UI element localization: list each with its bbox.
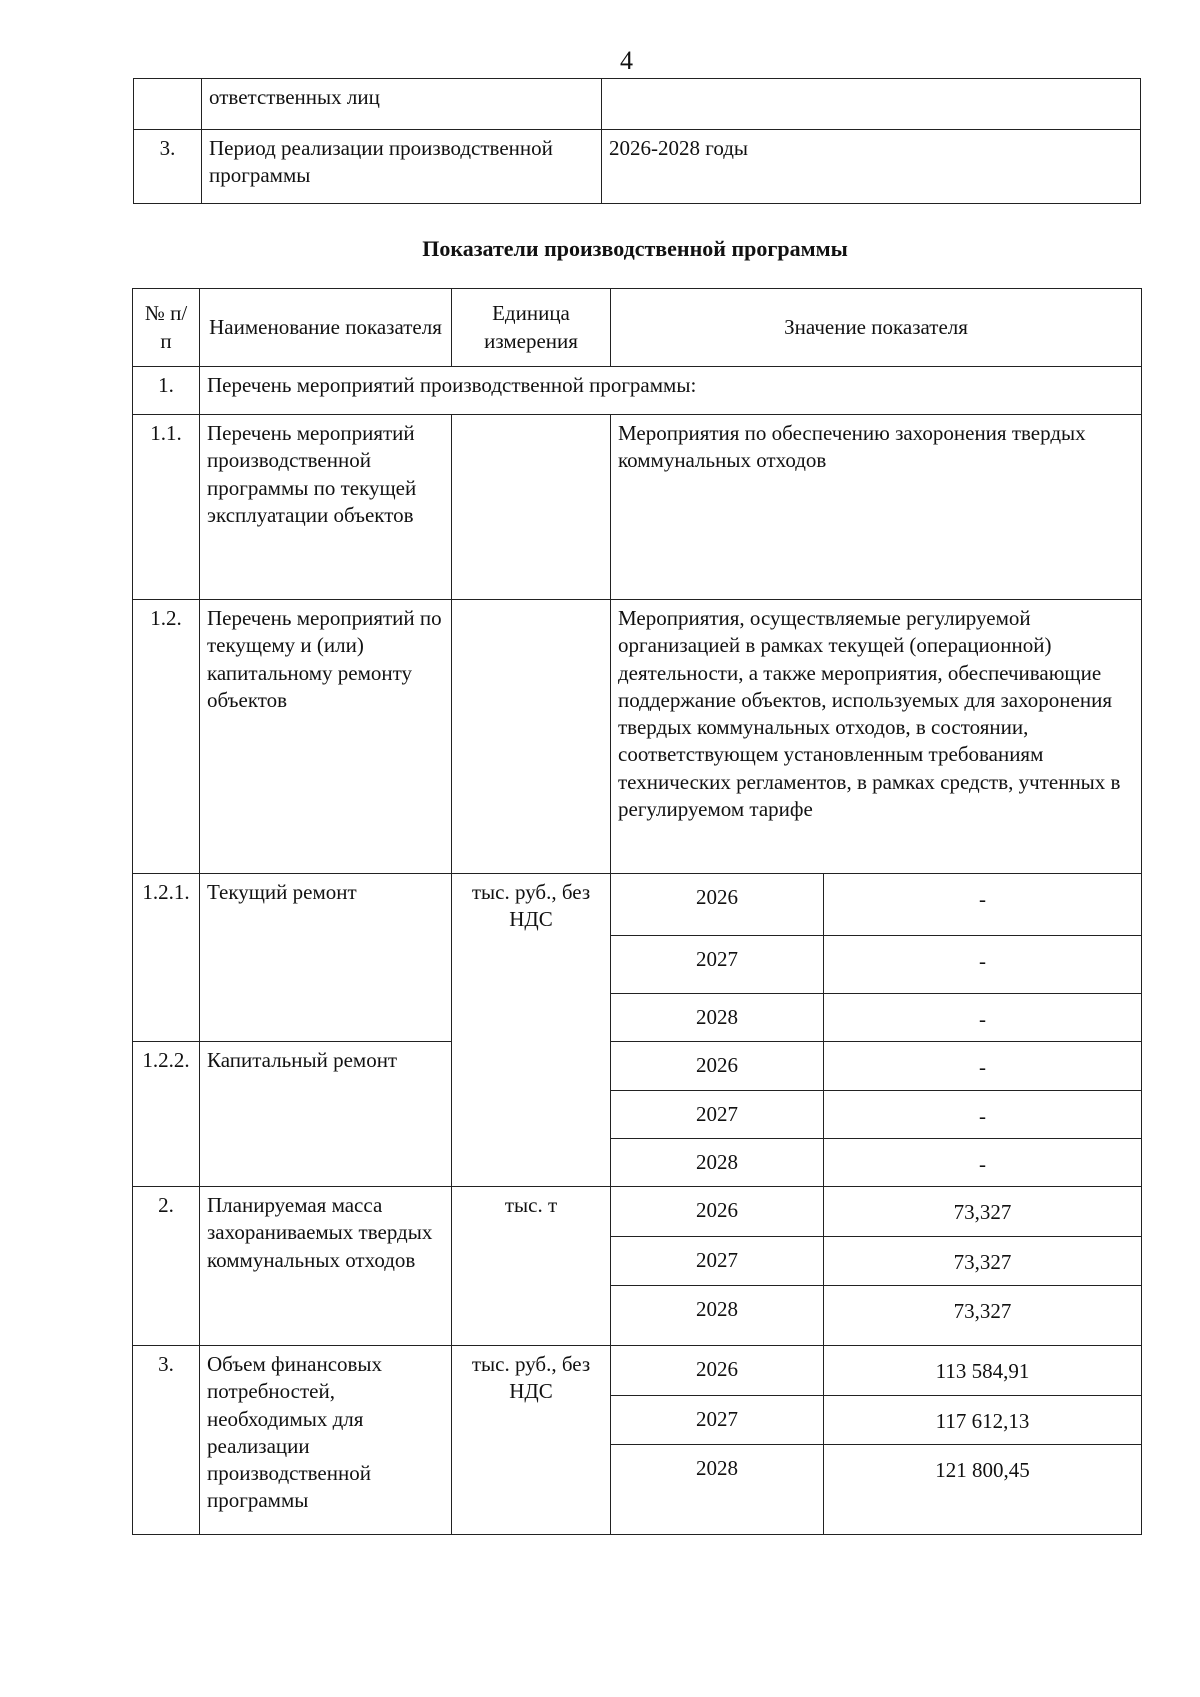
row-number bbox=[134, 79, 202, 130]
year-cell: 2028 bbox=[611, 1445, 824, 1535]
table-row bbox=[134, 79, 1141, 130]
table-row bbox=[133, 874, 1142, 936]
header-row bbox=[133, 289, 1142, 367]
row-number: 1.1. bbox=[133, 415, 200, 600]
row-name: ответственных лиц bbox=[202, 79, 602, 130]
year-cell: 2027 bbox=[611, 936, 824, 994]
row-value: Мероприятия по обеспечению захоронения твердых коммунальных отходов bbox=[611, 415, 1142, 600]
row-number: 3. bbox=[133, 1346, 200, 1535]
year-cell: 2026 bbox=[611, 1346, 824, 1396]
row-unit bbox=[452, 415, 611, 600]
row-unit: тыс. т bbox=[452, 1187, 611, 1346]
row-name: Планируемая масса захораниваемых твердых коммунальных отходов bbox=[200, 1187, 452, 1346]
value-cell: 121 800,45 bbox=[824, 1445, 1142, 1535]
program-info-table bbox=[133, 78, 1141, 204]
row-name: Период реализации производственной программы bbox=[202, 130, 602, 204]
table-row bbox=[134, 130, 1141, 204]
row-name: Перечень мероприятий производственной программы по текущей эксплуатации объектов bbox=[200, 415, 452, 600]
value-cell: - bbox=[824, 936, 1142, 994]
row-unit: тыс. руб., без НДС bbox=[452, 1346, 611, 1535]
row-value bbox=[602, 79, 1141, 130]
table-row bbox=[133, 415, 1142, 600]
header-value: Значение показателя bbox=[611, 289, 1142, 367]
row-number: 2. bbox=[133, 1187, 200, 1346]
table-row bbox=[133, 1042, 1142, 1091]
section-heading: Показатели производственной программы bbox=[422, 236, 848, 261]
section-title: Перечень мероприятий производственной программы: bbox=[200, 367, 1142, 415]
value-cell: 73,327 bbox=[824, 1237, 1142, 1286]
year-cell: 2028 bbox=[611, 1286, 824, 1346]
value-cell: 113 584,91 bbox=[824, 1346, 1142, 1396]
row-name: Перечень мероприятий по текущему и (или) капитальному ремонту объектов bbox=[200, 600, 452, 874]
row-number: 1.2.1. bbox=[133, 874, 200, 1042]
value-cell: - bbox=[824, 1091, 1142, 1139]
year-cell: 2026 bbox=[611, 1187, 824, 1237]
row-number: 3. bbox=[134, 130, 202, 204]
value-cell: - bbox=[824, 874, 1142, 936]
table-row bbox=[133, 600, 1142, 874]
value-cell: 117 612,13 bbox=[824, 1396, 1142, 1445]
year-cell: 2026 bbox=[611, 874, 824, 936]
year-cell: 2027 bbox=[611, 1237, 824, 1286]
header-unit: Единица измерения bbox=[452, 289, 611, 367]
section-row bbox=[133, 367, 1142, 415]
header-name: Наименование показателя bbox=[200, 289, 452, 367]
row-number: 1.2.2. bbox=[133, 1042, 200, 1187]
row-value: Мероприятия, осуществляемые регулируемой организацией в рамках текущей (операционной) деятельности, а также мероприятия, обеспечивающие поддержание объектов, используемых для захоронения твердых коммунальных отходов, в состоянии, соответствующем установленным требованиям технических регламентов, в рамках средств, учтенных в регулируемом тарифе bbox=[611, 600, 1142, 874]
row-name: Текущий ремонт bbox=[200, 874, 452, 1042]
value-cell: 73,327 bbox=[824, 1286, 1142, 1346]
year-cell: 2028 bbox=[611, 994, 824, 1042]
row-unit: тыс. руб., без НДС bbox=[452, 874, 611, 1187]
page-number: 4 bbox=[620, 46, 633, 75]
year-cell: 2026 bbox=[611, 1042, 824, 1091]
row-number: 1. bbox=[133, 367, 200, 415]
value-cell: 73,327 bbox=[824, 1187, 1142, 1237]
row-name: Объем финансовых потребностей, необходимых для реализации производственной программы bbox=[200, 1346, 452, 1535]
row-name: Капитальный ремонт bbox=[200, 1042, 452, 1187]
row-number: 1.2. bbox=[133, 600, 200, 874]
value-cell: - bbox=[824, 994, 1142, 1042]
year-cell: 2027 bbox=[611, 1091, 824, 1139]
row-unit bbox=[452, 600, 611, 874]
year-cell: 2027 bbox=[611, 1396, 824, 1445]
year-cell: 2028 bbox=[611, 1139, 824, 1187]
table-row bbox=[133, 1346, 1142, 1396]
value-cell: - bbox=[824, 1139, 1142, 1187]
value-cell: - bbox=[824, 1042, 1142, 1091]
row-value: 2026-2028 годы bbox=[602, 130, 1141, 204]
header-number: № п/п bbox=[133, 289, 200, 367]
table-row bbox=[133, 1187, 1142, 1237]
indicators-table bbox=[132, 288, 1142, 1535]
